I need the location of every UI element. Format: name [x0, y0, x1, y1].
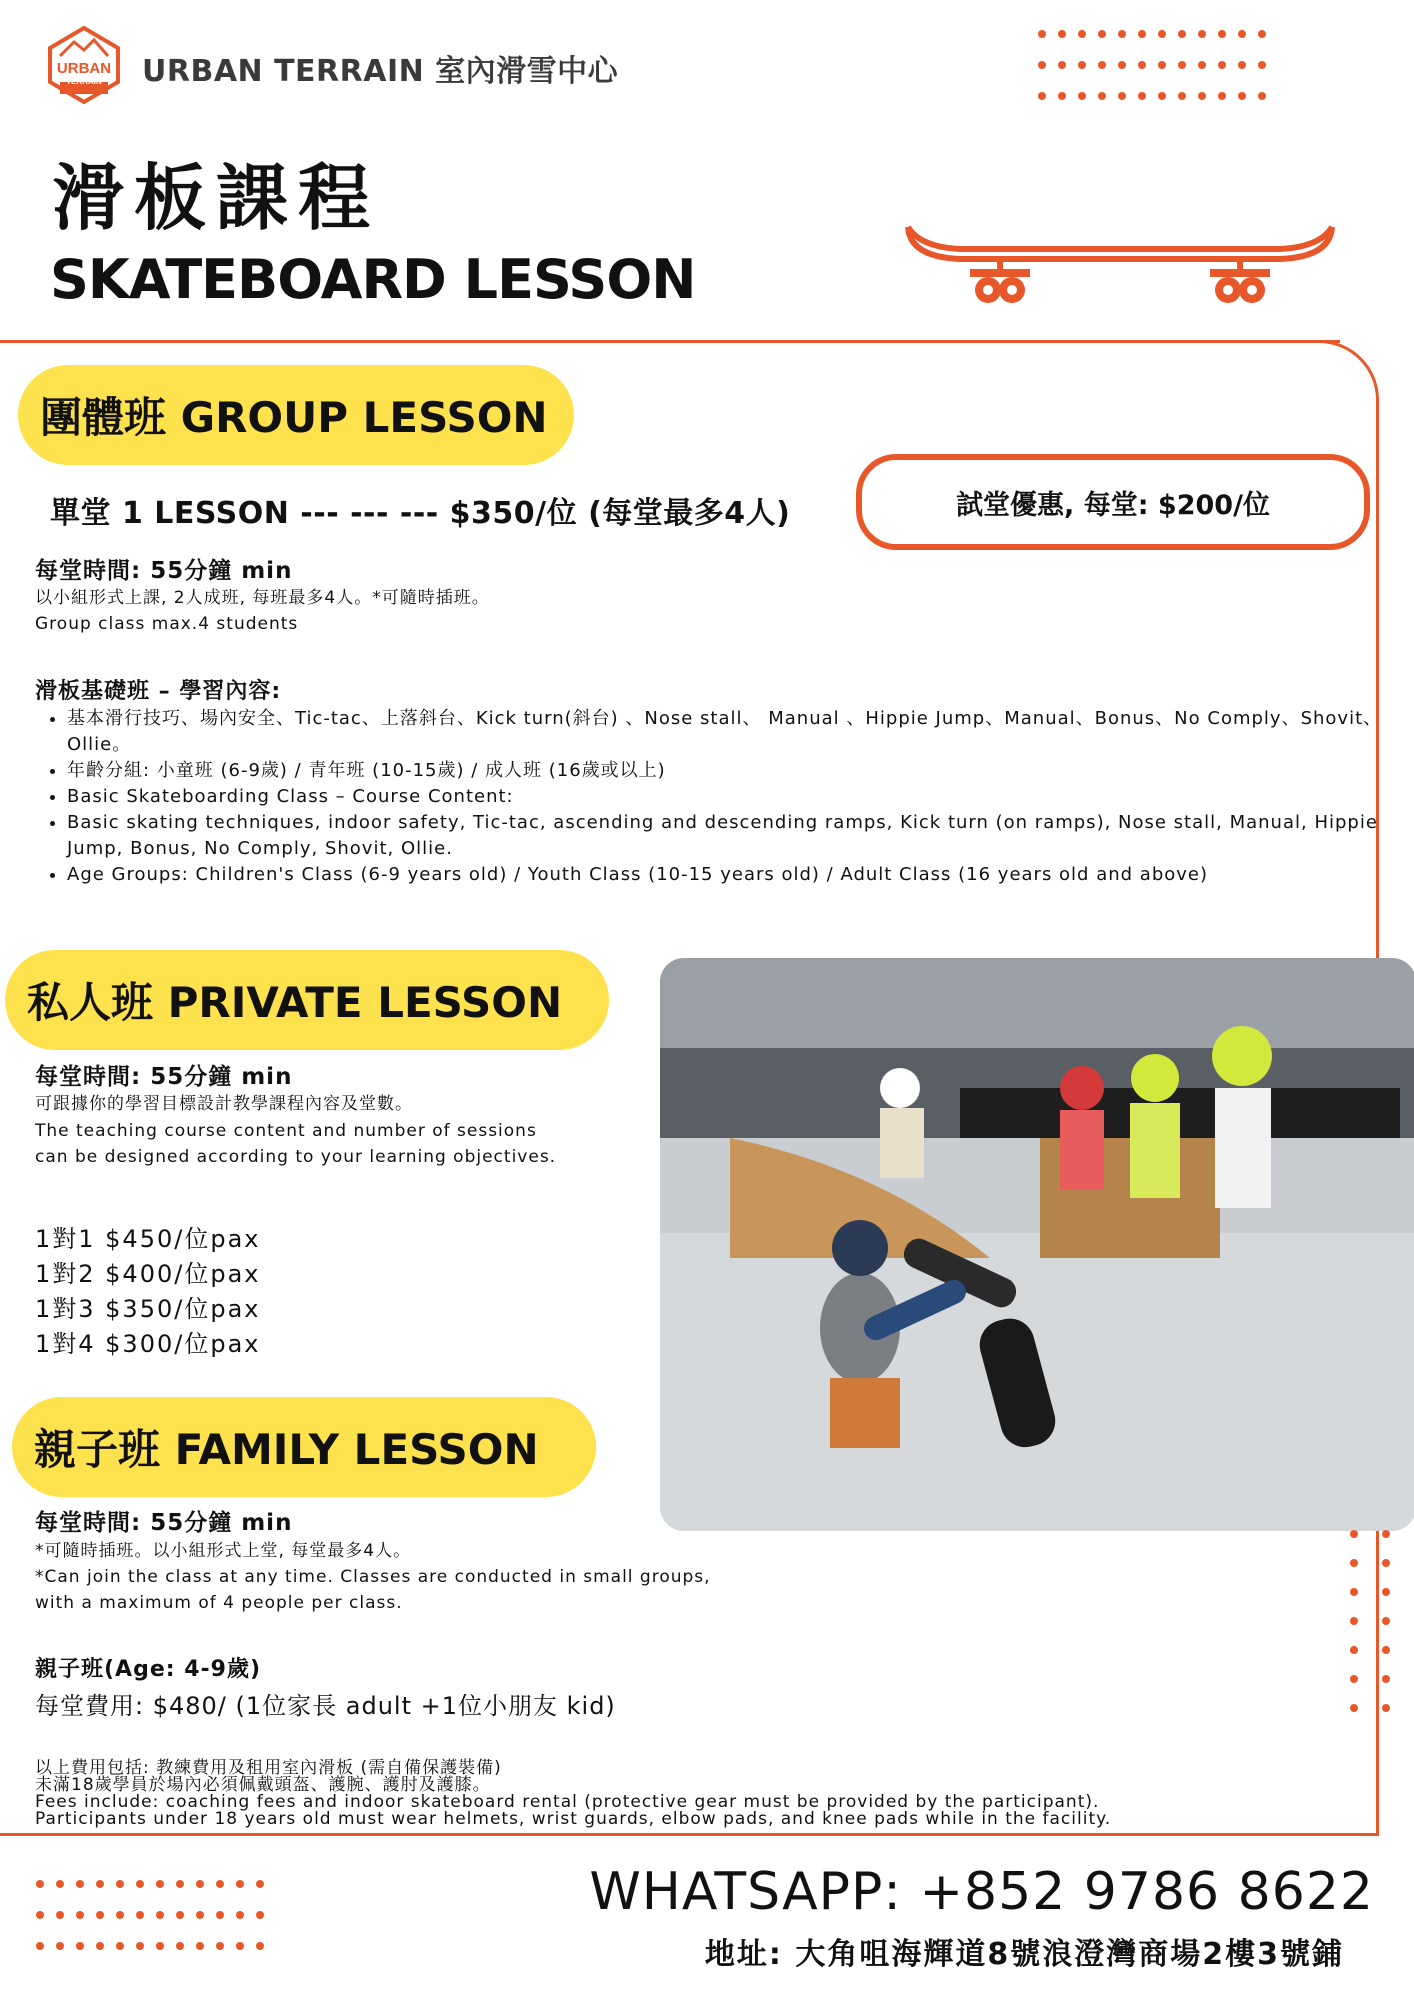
group-price-line: 單堂 1 LESSON --- --- --- $350/位 (每堂最多4人): [50, 496, 791, 531]
decor-dot: [156, 1911, 164, 1919]
decor-dot: [136, 1911, 144, 1919]
decor-dot: [256, 1911, 264, 1919]
decor-dot: [36, 1942, 44, 1950]
decor-dot: [216, 1911, 224, 1919]
note-line: 以上費用包括: 教練費用及租用室內滑板 (需自備保護裝備): [35, 1758, 502, 1778]
brand-name: URBAN TERRAIN 室內滑雪中心: [142, 54, 619, 89]
note-line: Fees include: coaching fees and indoor skateboard rental (protective gear must be provided by the participant).: [35, 1792, 1100, 1812]
decor-dot: [1118, 61, 1126, 69]
decor-dot: [96, 1880, 104, 1888]
decor-dot: [76, 1942, 84, 1950]
note-line: 未滿18歲學員於場內必須佩戴頭盔、護腕、護肘及護膝。: [35, 1775, 491, 1795]
decor-dot: [256, 1942, 264, 1950]
family-duration: 每堂時間: 55分鐘 min: [35, 1510, 293, 1536]
family-age: 親子班(Age: 4-9歲): [35, 1657, 262, 1682]
trial-offer-badge: 試堂優惠, 每堂: $200/位: [856, 454, 1370, 550]
price-item: 1對4 $300/位pax: [35, 1330, 261, 1358]
group-desc-zh: 以小組形式上課, 2人成班, 每班最多4人。*可隨時插班。: [35, 588, 490, 608]
decor-dot: [1350, 1675, 1358, 1683]
decor-dot: [156, 1880, 164, 1888]
decor-dot: [216, 1880, 224, 1888]
decor-dot: [1138, 30, 1146, 38]
decor-dot: [1118, 92, 1126, 100]
decor-dot: [1382, 1704, 1390, 1712]
logo-wordmark-bottom: TERRAIN: [66, 77, 102, 86]
group-content-list: [35, 706, 1387, 888]
decor-dot: [1350, 1617, 1358, 1625]
decor-dot: [1078, 61, 1086, 69]
page-title-en: SKATEBOARD LESSON: [50, 248, 696, 311]
decor-dot: [1382, 1588, 1390, 1596]
decor-dot: [1158, 92, 1166, 100]
decor-dot: [1098, 92, 1106, 100]
decor-dot: [196, 1911, 204, 1919]
decor-dot: [76, 1911, 84, 1919]
family-fee: 每堂費用: $480/ (1位家長 adult +1位小朋友 kid): [35, 1692, 616, 1720]
price-item: 1對3 $350/位pax: [35, 1295, 261, 1323]
brand-logo: [44, 24, 124, 104]
price-item: 1對1 $450/位pax: [35, 1225, 261, 1253]
group-duration: 每堂時間: 55分鐘 min: [35, 558, 293, 584]
group-desc-en: Group class max.4 students: [35, 614, 299, 634]
family-desc-zh: *可隨時插班。以小組形式上堂, 每堂最多4人。: [35, 1541, 412, 1561]
private-desc-en: The teaching course content and number of sessions can be designed according to your learning objectives.: [35, 1121, 557, 1167]
decor-dot: [56, 1911, 64, 1919]
decor-dot: [1058, 92, 1066, 100]
decor-dot: [116, 1880, 124, 1888]
decor-dot: [156, 1942, 164, 1950]
decor-dot: [1178, 30, 1186, 38]
decor-dot: [1198, 61, 1206, 69]
whatsapp-contact[interactable]: WHATSAPP: +852 9786 8622: [589, 1862, 1374, 1922]
decor-dot: [116, 1911, 124, 1919]
decor-dot: [1382, 1675, 1390, 1683]
decor-dot: [176, 1942, 184, 1950]
decor-dot: [256, 1880, 264, 1888]
group-content-heading: 滑板基礎班 – 學習內容:: [35, 679, 282, 704]
decor-dot: [1118, 30, 1126, 38]
list-item: • Basic skating techniques, indoor safety, Tic-tac, ascending and descending ramps, Kick turn (on ramps), Nose stall, Manual, Hippie Jump, Bonus, No Comply, Shovit, Ollie.: [67, 810, 1387, 862]
private-lesson-heading: 私人班 PRIVATE LESSON: [5, 950, 609, 1050]
decor-dots-bottom-left: [36, 1880, 264, 1950]
decor-dot: [1350, 1588, 1358, 1596]
decor-dot: [1238, 92, 1246, 100]
decor-dot: [216, 1942, 224, 1950]
list-item: • 基本滑行技巧、場內安全、Tic-tac、上落斜台、Kick turn(斜台) 、Nose stall、 Manual 、Hippie Jump、Manual、Bonus、No Comply、Shovit、Ollie。: [67, 706, 1387, 758]
decor-dot: [236, 1942, 244, 1950]
decor-dot: [1382, 1559, 1390, 1567]
decor-dot: [36, 1880, 44, 1888]
decor-dot: [36, 1911, 44, 1919]
decor-dot: [1382, 1617, 1390, 1625]
decor-dot: [176, 1911, 184, 1919]
lesson-photo: [660, 958, 1414, 1531]
decor-dot: [1038, 30, 1046, 38]
decor-dot: [1158, 61, 1166, 69]
decor-dot: [1038, 92, 1046, 100]
decor-dot: [116, 1942, 124, 1950]
decor-dot: [196, 1880, 204, 1888]
decor-dot: [176, 1880, 184, 1888]
list-item: • Basic Skateboarding Class – Course Content:: [67, 784, 1387, 810]
private-duration: 每堂時間: 55分鐘 min: [35, 1064, 293, 1090]
decor-dot: [1218, 92, 1226, 100]
decor-dot: [1218, 61, 1226, 69]
decor-dot: [1350, 1646, 1358, 1654]
decor-dots-right: [1350, 1530, 1390, 1712]
decor-dot: [1138, 92, 1146, 100]
decor-dot: [1058, 30, 1066, 38]
decor-dot: [1098, 30, 1106, 38]
skateboard-icon: [900, 215, 1340, 315]
decor-dot: [136, 1942, 144, 1950]
decor-dot: [1238, 30, 1246, 38]
decor-dot: [96, 1911, 104, 1919]
decor-dot: [1218, 30, 1226, 38]
decor-dot: [1158, 30, 1166, 38]
page-title-zh: 滑板課程: [52, 156, 381, 240]
decor-dot: [1350, 1559, 1358, 1567]
decor-dot: [1350, 1530, 1358, 1538]
decor-dot: [236, 1880, 244, 1888]
decor-dot: [1350, 1704, 1358, 1712]
decor-dot: [1178, 92, 1186, 100]
decor-dot: [1098, 61, 1106, 69]
fee-notes: [35, 1760, 1111, 1828]
family-desc-en: *Can join the class at any time. Classes are conducted in small groups, with a maximum of 4 people per class.: [35, 1567, 711, 1613]
decor-dot: [236, 1911, 244, 1919]
group-lesson-heading: 團體班 GROUP LESSON: [18, 365, 574, 465]
decor-dot: [1058, 61, 1066, 69]
decor-dot: [1382, 1530, 1390, 1538]
decor-dot: [1258, 92, 1266, 100]
decor-dot: [56, 1942, 64, 1950]
decor-dot: [1038, 61, 1046, 69]
decor-dot: [1198, 30, 1206, 38]
decor-dots-top-right: [1038, 30, 1266, 100]
address: 地址: 大角咀海輝道8號浪澄灣商場2樓3號鋪: [704, 1937, 1344, 1972]
decor-dot: [1178, 61, 1186, 69]
decor-dot: [1382, 1646, 1390, 1654]
decor-dot: [96, 1942, 104, 1950]
note-line: Participants under 18 years old must wear helmets, wrist guards, elbow pads, and knee pads while in the facility.: [35, 1809, 1112, 1829]
private-desc-zh: 可跟據你的學習目標設計教學課程內容及堂數。: [35, 1094, 413, 1114]
decor-dot: [1198, 92, 1206, 100]
logo-wordmark-top: URBAN: [56, 60, 112, 77]
private-price-list: [35, 1222, 260, 1362]
decor-dot: [1258, 61, 1266, 69]
decor-dot: [1078, 30, 1086, 38]
decor-dot: [1258, 30, 1266, 38]
decor-dot: [196, 1942, 204, 1950]
decor-dot: [136, 1880, 144, 1888]
decor-dot: [1238, 61, 1246, 69]
family-lesson-heading: 親子班 FAMILY LESSON: [12, 1397, 596, 1497]
decor-dot: [76, 1880, 84, 1888]
list-item: • Age Groups: Children's Class (6-9 years old) / Youth Class (10-15 years old) / Adult Class (16 years old and above): [67, 862, 1387, 888]
decor-dot: [1138, 61, 1146, 69]
decor-dot: [56, 1880, 64, 1888]
list-item: • 年齡分組: 小童班 (6-9歲) / 青年班 (10-15歲) / 成人班 (16歲或以上): [67, 758, 1387, 784]
decor-dot: [1078, 92, 1086, 100]
price-item: 1對2 $400/位pax: [35, 1260, 261, 1288]
